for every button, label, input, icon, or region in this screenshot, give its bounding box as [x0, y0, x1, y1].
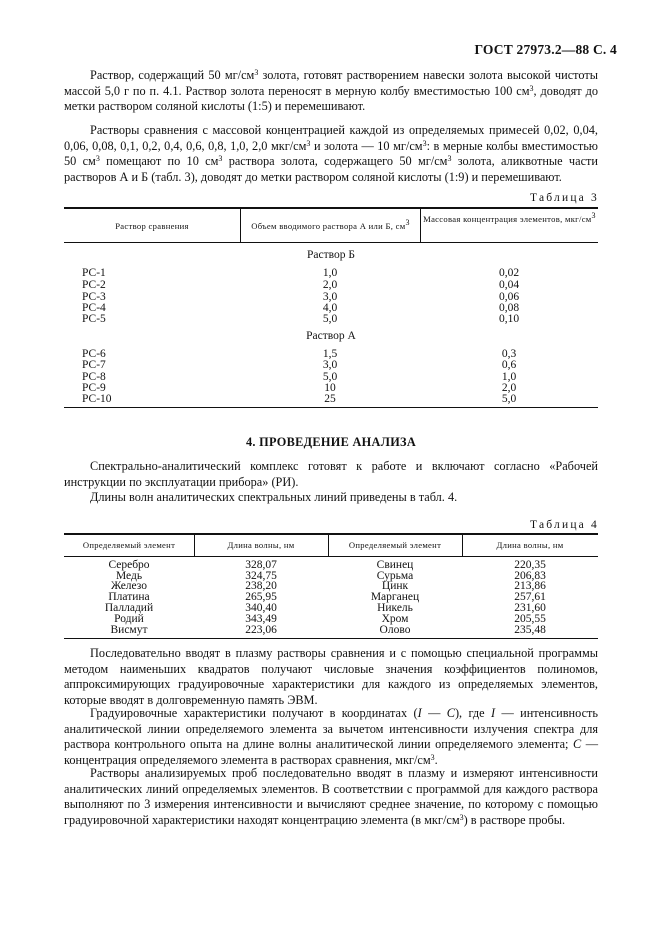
outro-paragraph-1: Последовательно вводят в плазму растворы сравнения и с помощью специальной программы методом наименьших квадратов получают числовые значения коэффициентов полиномов, аппроксимирующих градуировочные характеристики для каждого из определяемых элементов, которые вводят в долговременную память ЭВМ.: [64, 646, 598, 707]
table-cell-wavelength: 223,06: [245, 624, 277, 636]
table-4-header-element: Определяемый элемент: [82, 540, 176, 550]
table-cell-wavelength: 213,86: [514, 580, 546, 592]
table-3-header-concentration: Массовая концентрация элементов, мкг/$см^3$: [423, 211, 596, 224]
table-cell-wavelength: 206,83: [514, 570, 546, 582]
table-3-header-volume: Объем вводимого раствора А или Б, $см^3$: [251, 218, 410, 231]
outro-paragraph-2: Градуировочные характеристики получают в координатах (I — C), где I — интенсивность аналитической линии определяемого элемента за вычетом интенсивности излучения спектра для раствора контрольного опыта на длине волны аналитической линии определяемого элемента; C — концентрация определяемого элемента в растворах сравнения, мкг/$см^3$.: [64, 706, 599, 767]
table-row: РС-3: [82, 291, 106, 303]
table-4-top-rule: [64, 533, 598, 535]
table-cell-volume: 5,0: [322, 313, 338, 325]
table-cell-wavelength: 231,60: [514, 602, 546, 614]
table-4-header-rule: [64, 556, 598, 557]
table-cell-concentration: 5,0: [501, 393, 517, 405]
table-row: РС-10: [82, 393, 112, 405]
table-cell-element: Висмут: [110, 624, 148, 636]
table-3-caption: Таблица 3: [530, 192, 599, 204]
table-cell-element: Родий: [114, 613, 144, 625]
table-cell-element: Никель: [377, 602, 413, 614]
table-cell-concentration: 0,10: [498, 313, 520, 325]
table-cell-element: Железо: [110, 580, 148, 592]
table-3-bottom-rule: [64, 407, 598, 408]
table-cell-volume: 5,0: [322, 371, 338, 383]
table-row: РС-5: [82, 313, 106, 325]
table-cell-concentration: 0,6: [501, 359, 517, 371]
table-cell-volume: 3,0: [322, 359, 338, 371]
table-cell-wavelength: 238,20: [245, 580, 277, 592]
table-3-group-title: Раствор А: [306, 330, 356, 342]
table-cell-element: Платина: [108, 591, 150, 603]
table-cell-element: Палладий: [104, 602, 154, 614]
table-cell-wavelength: 265,95: [245, 591, 277, 603]
table-4-header-element: Определяемый элемент: [348, 540, 442, 550]
section-4-paragraph-2: Длины волн аналитических спектральных линий приведены в табл. 4.: [90, 490, 458, 504]
table-row: РС-6: [82, 348, 106, 360]
table-cell-volume: 4,0: [322, 302, 338, 314]
table-cell-concentration: 0,08: [498, 302, 520, 314]
table-cell-element: Свинец: [376, 559, 414, 571]
table-cell-concentration: 1,0: [501, 371, 517, 383]
table-cell-wavelength: 328,07: [245, 559, 277, 571]
table-3-header-solution: Раствор сравнения: [115, 221, 189, 231]
table-row: РС-4: [82, 302, 106, 314]
intro-paragraph-2: Растворы сравнения с массовой концентрацией каждой из определяемых примесей 0,02, 0,04, 0,06, 0,08, 0,1, 0,2, 0,4, 0,6, 0,8, 1,0, 2,0 мкг/$см^3$ и золота — 10 $мг/см^3$: в мерные колбы вместимостью 50 $см^3$ помещают по 10 $см^3$ раствора золота, содержащего 50 $мг/см^3$ золота, аликвотные части растворов А и Б (табл. 3), доводят до метки раствором соляной кислоты (1:9) и перемешивают.: [64, 123, 598, 184]
table-4-header-wavelength: Длина волны, нм: [496, 540, 564, 550]
table-cell-volume: 1,5: [322, 348, 338, 360]
table-cell-element: Серебро: [108, 559, 150, 571]
intro-paragraph-1: Раствор, содержащий 50 $мг/см^3$ золота, готовят растворением навески золота высокой чистоты массой 5,0 г по п. 4.1. Раствор золота переносят в мерную колбу вместимостью 100 $см^3$, доводят до метки раствором соляной кислоты (1:5) и перемешивают.: [64, 68, 598, 114]
table-4-caption: Таблица 4: [530, 519, 599, 531]
table-cell-wavelength: 343,49: [245, 613, 277, 625]
table-cell-wavelength: 324,75: [245, 570, 277, 582]
table-cell-wavelength: 235,48: [514, 624, 546, 636]
table-cell-wavelength: 257,61: [514, 591, 546, 603]
table-cell-volume: 3,0: [322, 291, 338, 303]
table-row: РС-2: [82, 279, 106, 291]
table-cell-wavelength: 220,35: [514, 559, 546, 571]
outro-paragraph-3: Растворы анализируемых проб последовательно вводят в плазму и измеряют интенсивности аналитических линий определяемых элементов. В соответствии с программой для каждого раствора выполняют по 3 измерения интенсивности и вычисляют среднее значение, по которому с помощью градуировочной характеристики находят концентрацию элемента (в мкг/$см^3$) в растворе пробы.: [64, 766, 598, 827]
table-4-bottom-rule: [64, 638, 598, 639]
table-cell-volume: 25: [324, 393, 336, 405]
table-cell-element: Хром: [381, 613, 409, 625]
table-cell-concentration: 2,0: [501, 382, 517, 394]
table-cell-element: Олово: [379, 624, 411, 636]
section-title: 4. ПРОВЕДЕНИЕ АНАЛИЗА: [245, 435, 417, 449]
table-4-header-wavelength: Длина волны, нм: [227, 540, 295, 550]
table-3-header-rule: [64, 242, 598, 243]
table-cell-volume: 2,0: [322, 279, 338, 291]
table-cell-wavelength: 340,40: [245, 602, 277, 614]
table-cell-element: Сурьма: [376, 570, 414, 582]
table-cell-element: Марганец: [370, 591, 420, 603]
table-row: РС-1: [82, 267, 106, 279]
table-cell-element: Цинк: [381, 580, 409, 592]
table-cell-concentration: 0,3: [501, 348, 517, 360]
table-3-group-title: Раствор Б: [307, 249, 355, 261]
table-row: РС-8: [82, 371, 106, 383]
table-cell-volume: 1,0: [322, 267, 338, 279]
table-cell-wavelength: 205,55: [514, 613, 546, 625]
section-4-paragraph-1: Спектрально-аналитический комплекс готовят к работе и включают согласно «Рабочей инструкции по эксплуатации прибора» (РИ).: [64, 459, 598, 489]
table-row: РС-9: [82, 382, 106, 394]
table-3-top-rule: [64, 207, 598, 209]
table-cell-volume: 10: [324, 382, 336, 394]
table-cell-element: Медь: [115, 570, 143, 582]
table-cell-concentration: 0,06: [498, 291, 520, 303]
table-row: РС-7: [82, 359, 106, 371]
page-header: ГОСТ 27973.2—88 С. 4: [474, 42, 617, 57]
table-cell-concentration: 0,04: [498, 279, 520, 291]
table-cell-concentration: 0,02: [498, 267, 520, 279]
